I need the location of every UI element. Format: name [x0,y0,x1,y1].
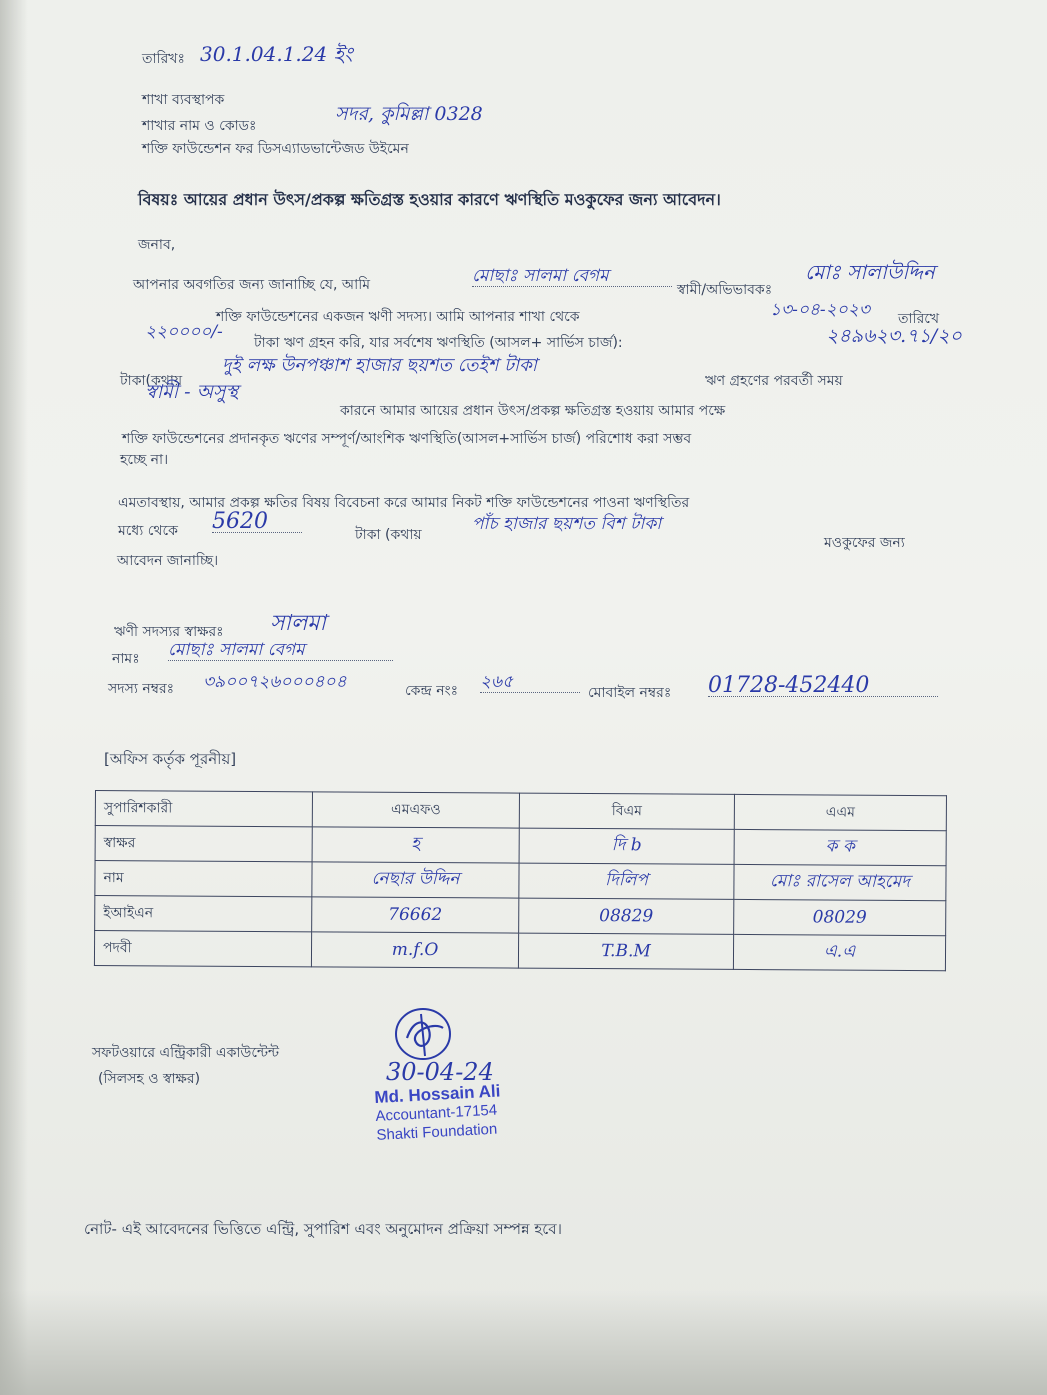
stamp-role: Accountant-17154 [375,1101,498,1125]
cause-field: স্বামী - অসুস্থ [145,381,239,403]
body-text: টাকা(কথায় [120,373,183,389]
loan-amount-field: ২২০০০০/- [145,322,223,342]
table-row [95,861,946,901]
row-label: ইআইএন [95,896,312,932]
accountant-sign-date: 30-04-24 [386,1058,494,1086]
body-text: তারিখে [898,311,940,327]
table-row [94,931,945,971]
member-signature-label: ঋণী সদস্যর স্বাক্ষরঃ [114,624,224,640]
manager-label: শাখা ব্যবস্থাপক [142,92,225,108]
body-text: শক্তি ফাউন্ডেশনের প্রদানকৃত ঋণের সম্পূর্ণ/আংশিক ঋণস্থিতি(আসল+সার্ভিস চার্জ) পরিশোধ করা সম্ভব [122,431,692,447]
signature-mfo: হ [312,827,519,863]
designation-bm: T.B.M [518,933,733,969]
branch-value: সদর, কুমিল্লা 0328 [335,103,483,125]
name-bm: দিলিপ [519,863,734,899]
subject-line: বিষয়ঃ আয়ের প্রধান উৎস/প্রকল্প ক্ষতিগ্রস্ত হওয়ার কারণে ঋণস্থিতি মওকুফের জন্য আবেদন। [138,190,721,209]
body-text: শক্তি ফাউন্ডেশনের একজন ঋণী সদস্য। আমি আপনার শাখা থেকে [216,309,580,325]
date-label: তারিখঃ [142,51,185,67]
body-text: আপনার অবগতির জন্য জানাচ্ছি যে, আমি [133,277,371,293]
row-label: পদবী [94,931,311,967]
page-shadow-left [0,0,28,1395]
page-shadow-bottom [0,1290,1047,1395]
body-text: হচ্ছে না। [120,452,169,468]
designation-am: এ.এ [733,934,945,970]
table-row [95,826,946,866]
designation-mfo: m.f.O [311,932,518,968]
member-name-label: নামঃ [112,651,140,667]
org-name: শক্তি ফাউন্ডেশন ফর ডিসএ্যাডভান্টেজড উইমেন [142,141,409,157]
body-text: মওকুফের জন্য [824,535,905,551]
body-text: মধ্যে থেকে [118,523,178,539]
name-mfo: নেছার উদ্দিন [312,862,519,898]
stamp-org: Shakti Foundation [376,1120,498,1144]
table-header-row [95,791,946,831]
signature-bm: দি b [519,828,734,864]
member-number-label: সদস্য নম্বরঃ [108,681,175,697]
row-label: নাম [95,861,312,897]
accountant-label: সফটওয়ারে এন্ট্রিকারী একাউন্টেন্ট [92,1045,279,1061]
guardian-name-field: মোঃ সালাউদ্দিন [805,260,935,284]
ein-bm: 08829 [519,898,734,934]
row-label: স্বাক্ষর [95,826,312,862]
ein-am: 08029 [734,899,946,935]
office-title: [অফিস কর্তৃক পূরনীয়] [104,750,237,768]
table-header-cell: সুপারিশকারী [95,791,312,827]
body-text: আবেদন জানাচ্ছি। [117,553,219,569]
body-text: টাকা ঋণ গ্রহন করি, যার সর্বশেষ ঋণস্থিতি (আসল+ সার্ভিস চার্জ): [254,335,623,351]
name-am: মোঃ রাসেল আহমেদ [734,864,946,900]
member-signature: সালমা [270,611,326,636]
accountant-sublabel: (সিলসহ ও স্বাক্ষর) [98,1071,201,1087]
waive-amount-field: 5620 [212,512,302,533]
body-text: স্বামী/অভিভাবকঃ [677,282,773,298]
body-text: এমতাবস্থায়, আমার প্রকল্প ক্ষতির বিষয় বিবেচনা করে আমার নিকট শক্তি ফাউন্ডেশনের পাওনা ঋণস্থিতির [118,495,690,511]
ein-mfo: 76662 [312,897,519,933]
member-name-field: মোছাঃ সালমা বেগম [472,266,672,287]
branch-label: শাখার নাম ও কোডঃ [142,118,257,134]
body-text: ঋণ গ্রহণের পরবর্তী সময় [705,373,843,389]
mobile-value: 01728-452440 [708,676,938,697]
accountant-seal [374,1079,549,1145]
center-label: কেন্দ্র নংঃ [405,683,459,699]
waive-words-field: পাঁচ হাজার ছয়শত বিশ টাকা [472,514,662,534]
member-name-value: মোছাঃ সালমা বেগম [168,640,393,661]
stamp-name: Md. Hossain Ali [374,1081,501,1107]
table-header-cell: বিএম [519,793,734,829]
table-header-cell: এমএফও [312,792,519,828]
balance-words-field: দুই লক্ষ উনপঞ্চাশ হাজার ছয়শত তেইশ টাকা [222,355,537,376]
center-value: ২৬৫ [480,672,580,693]
mobile-label: মোবাইল নম্বরঃ [588,685,672,701]
office-table [94,790,947,971]
member-number-value: ৩৯০০৭২৬০০০৪০৪ [203,672,347,692]
table-header-cell: এএম [734,794,946,830]
balance-amount-field: ২৪৯৬২৩.৭১/২০ [826,325,962,347]
body-text: কারনে আমার আয়ের প্রধান উৎস/প্রকল্প ক্ষতিগ্রস্ত হওয়ায় আমার পক্ষে [340,403,726,419]
signature-am: ক ক [734,829,946,865]
table-row [95,896,946,936]
body-text: টাকা (কথায় [355,527,422,543]
salutation: জনাব, [138,237,176,253]
date-value: 30.1.04.1.24 ইং [200,42,353,66]
footer-note: নোট- এই আবেদনের ভিত্তিতে এন্ট্রি, সুপারিশ এবং অনুমোদন প্রক্রিয়া সম্পন্ন হবে। [84,1220,562,1238]
loan-date-field: ১৩-০৪-২০২৩ [770,300,870,320]
